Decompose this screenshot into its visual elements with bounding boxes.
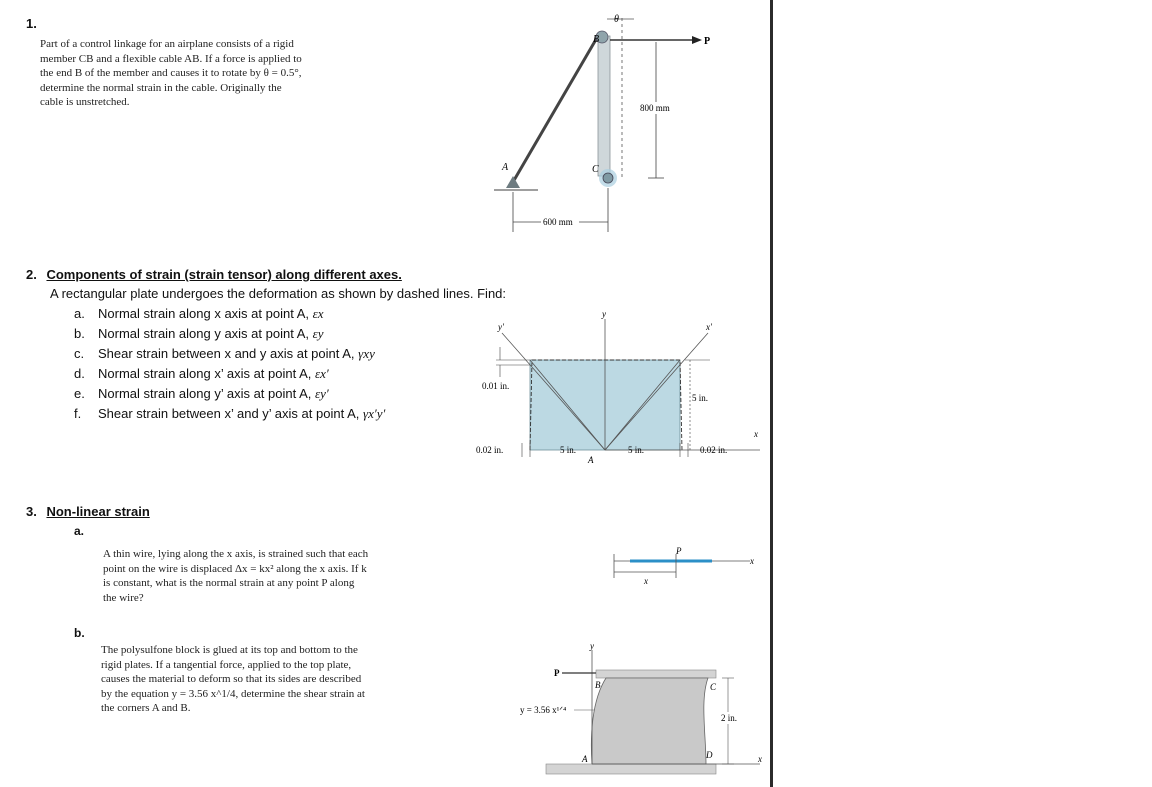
dimension-2in: 2 in. bbox=[721, 713, 738, 723]
label-x: x bbox=[754, 429, 758, 439]
problem-2-number: 2. bbox=[26, 267, 37, 282]
problem-2-list bbox=[74, 304, 385, 424]
part-b-line: the corners A and B. bbox=[101, 702, 191, 714]
part-a-line: point on the wire is displaced Δx = kx² along the x axis. If k bbox=[103, 562, 367, 575]
problem-2-intro: A rectangular plate undergoes the deformation as shown by dashed lines. Find: bbox=[50, 286, 507, 301]
bottom-plate bbox=[546, 764, 716, 774]
cable-ab bbox=[513, 36, 598, 182]
label-y: y bbox=[590, 641, 594, 651]
support-a bbox=[506, 176, 520, 188]
part-b-letter: b. bbox=[74, 626, 85, 640]
label-b: B bbox=[595, 680, 601, 690]
problem-3-title: Non-linear strain bbox=[46, 504, 150, 519]
problem-1-line: determine the normal strain in the cable. Originally the bbox=[40, 81, 282, 94]
list-item: d. Normal strain along x’ axis at point A, εx′ bbox=[74, 366, 329, 381]
list-item: b. Normal strain along y axis at point A, εy bbox=[74, 326, 324, 341]
force-arrowhead bbox=[692, 36, 702, 44]
part-a-line: the wire? bbox=[103, 591, 144, 604]
dimension-800: 800 mm bbox=[640, 103, 670, 113]
equation: y = 3.56 x¹ᐟ⁴ bbox=[520, 705, 567, 715]
part-b-line: The polysulfone block is glued at its top and bottom to the bbox=[101, 644, 358, 656]
part-a-text bbox=[103, 547, 413, 605]
plate-figure bbox=[470, 305, 770, 475]
dim-top: 0.01 in. bbox=[482, 381, 510, 391]
label-p: P bbox=[554, 668, 560, 678]
list-item: c. Shear strain between x and y axis at point A, γxy bbox=[74, 346, 375, 361]
block-figure bbox=[510, 640, 770, 785]
label-c: C bbox=[592, 164, 599, 175]
label-b: B bbox=[593, 34, 600, 45]
dim-half-left: 5 in. bbox=[560, 445, 577, 455]
dim-right-bottom: 0.02 in. bbox=[700, 445, 728, 455]
label-p: P bbox=[676, 546, 682, 556]
part-b-line: causes the material to deform so that its sides are described bbox=[101, 673, 362, 685]
part-a-letter: a. bbox=[74, 524, 85, 538]
label-yprime: y′ bbox=[498, 322, 504, 332]
problem-1-text bbox=[40, 37, 360, 110]
label-x-dim: x bbox=[644, 576, 648, 586]
theta-label: θ bbox=[614, 14, 619, 25]
problem-1-number: 1. bbox=[26, 16, 37, 31]
dim-half-right: 5 in. bbox=[628, 445, 645, 455]
label-x-axis: x bbox=[750, 556, 754, 566]
label-x: x bbox=[758, 754, 762, 764]
part-b-text bbox=[101, 643, 421, 716]
list-item: e. Normal strain along y’ axis at point A, εy′ bbox=[74, 386, 329, 401]
problem-2-title: Components of strain (strain tensor) along different axes. bbox=[46, 267, 402, 282]
problem-3-number: 3. bbox=[26, 504, 37, 519]
wire-figure bbox=[600, 540, 770, 590]
label-a: A bbox=[502, 162, 509, 173]
problem-3-header bbox=[26, 504, 150, 519]
label-xprime: x′ bbox=[706, 322, 712, 332]
member-cb bbox=[598, 36, 610, 176]
part-a-line: A thin wire, lying along the x axis, is strained such that each bbox=[103, 548, 369, 560]
problem-1-line: member CB and a flexible cable AB. If a force is applied to bbox=[40, 52, 302, 65]
label-a: A bbox=[588, 455, 594, 465]
label-y: y bbox=[602, 309, 606, 319]
dim-right: 5 in. bbox=[692, 393, 709, 403]
problem-1-line: the end B of the member and causes it to rotate by θ = 0.5°, bbox=[40, 67, 302, 79]
part-b-line: rigid plates. If a tangential force, applied to the top plate, bbox=[101, 658, 352, 671]
label-c: C bbox=[710, 682, 717, 692]
problem-1-line: Part of a control linkage for an airplane consists of a rigid bbox=[40, 38, 294, 50]
right-margin-rule bbox=[770, 0, 773, 787]
force-label-p: P bbox=[704, 36, 711, 47]
problem-2-header bbox=[26, 267, 402, 282]
list-item: a. Normal strain along x axis at point A, εx bbox=[74, 306, 324, 321]
dim-left-bottom: 0.02 in. bbox=[476, 445, 504, 455]
label-d: D bbox=[706, 750, 713, 760]
dimension-600: 600 mm bbox=[543, 217, 573, 227]
list-item: f. Shear strain between x’ and y’ axis at point A, γx′y′ bbox=[74, 406, 386, 421]
problem-1-line: cable is unstretched. bbox=[40, 96, 130, 108]
part-b-line: by the equation y = 3.56 x^1/4, determine the shear strain at bbox=[101, 687, 365, 700]
top-plate bbox=[596, 670, 716, 678]
polysulfone-block bbox=[591, 678, 708, 764]
pin-c bbox=[603, 173, 613, 183]
linkage-figure bbox=[480, 0, 720, 240]
label-a: A bbox=[582, 754, 588, 764]
part-a-line: is constant, what is the normal strain at any point P along bbox=[103, 577, 355, 589]
